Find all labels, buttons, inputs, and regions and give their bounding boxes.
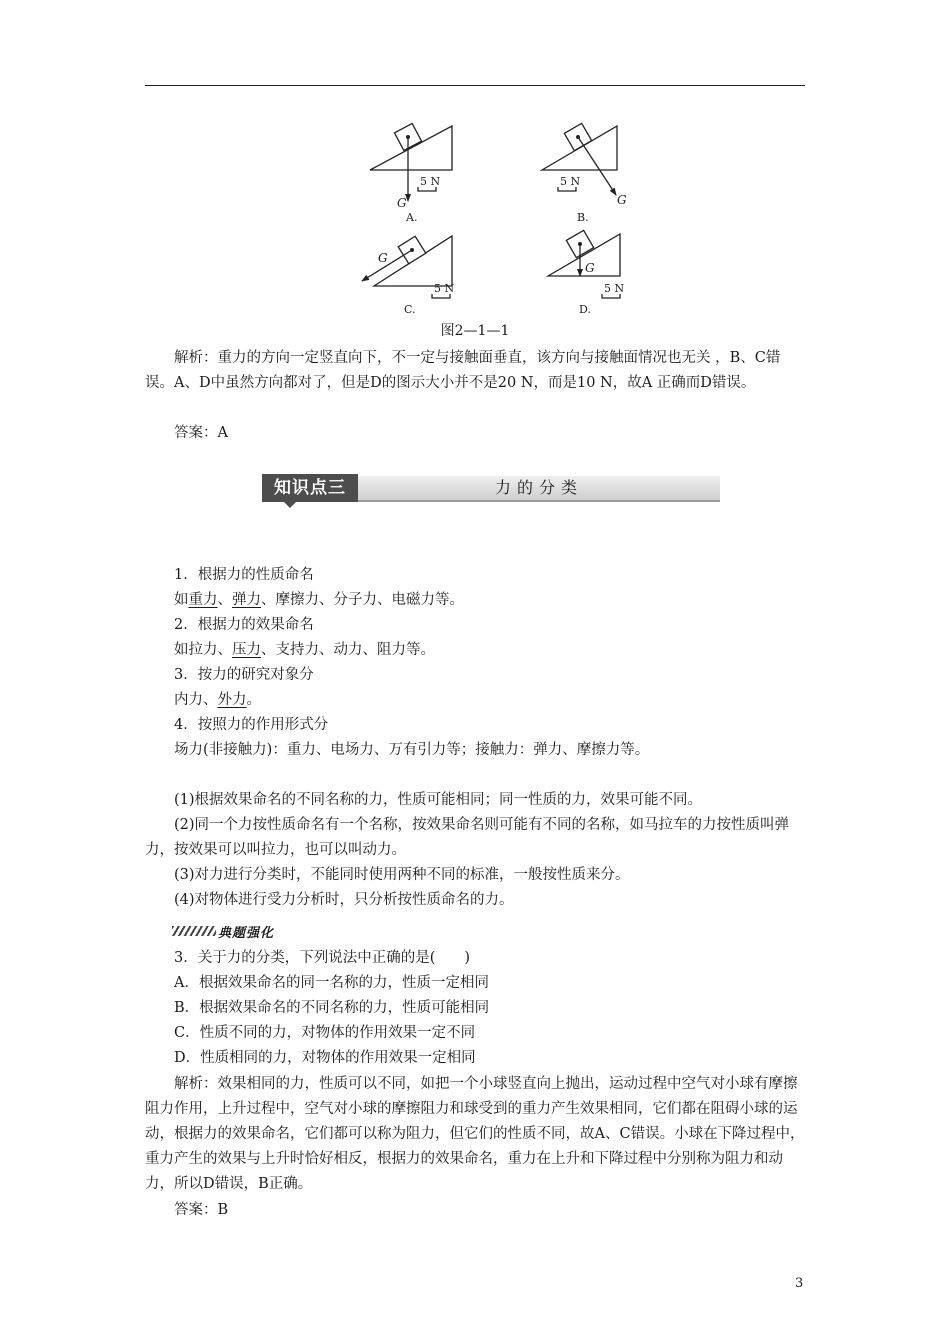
- answer-2: 答案：B: [174, 1202, 229, 1218]
- item2-rest: 、支持力、动力、阻力等。: [261, 642, 435, 658]
- item1-body: [174, 588, 834, 613]
- page-number: 3: [795, 1276, 804, 1291]
- panel-label-c: C.: [404, 303, 416, 316]
- item1-u1: 重力: [188, 592, 218, 608]
- analysis-2: 解析：效果相同的力，性质可以不同，如把一个小球竖直向上抛出，运动过程中空气对小球有摩擦阻力作用，上升过程中，空气对小球的摩擦阻力和球受到的重力产生效果相同，它们都在阻碍小球的运动，根据力的效果命名，它们都可以称为阻力，但它们的性质不同，故A、C错误。小球在下降过程中，重力产生的效果与上升时恰好相反，根据力的效果命名，重力在上升和下降过程中分别称为阻力和动力，所以D错误，B正确。: [145, 1076, 805, 1192]
- option-d: D．性质相同的力，对物体的作用效果一定相同: [174, 1050, 476, 1066]
- scale-label-a: 5 N: [420, 175, 441, 188]
- scale-label-c: 5 N: [434, 282, 455, 295]
- section-tag: 知识点三: [262, 474, 358, 502]
- panel-a: [370, 123, 452, 224]
- item1-sep: 、: [217, 592, 232, 608]
- example-label: [172, 922, 274, 940]
- panel-label-b: B.: [577, 211, 589, 224]
- item3-pre: 内力、: [174, 692, 218, 708]
- analysis-1: 解析：重力的方向一定竖直向下，不一定与接触面垂直，该方向与接触面情况也无关 ，B、C错误。A、D中虽然方向都对了，但是D的图示大小并不是20 N，而是10 N，故A 正确而D错误。: [145, 350, 781, 391]
- panel-c: [362, 236, 454, 316]
- item1-rest: 、摩擦力、分子力、电磁力等。: [261, 592, 464, 608]
- note-4: (4)对物体进行受力分析时，只分析按性质命名的力。: [174, 892, 514, 908]
- item4-title: 4．按照力的作用形式分: [174, 717, 329, 733]
- force-arrow-b: [578, 137, 616, 195]
- force-label-d: G: [585, 261, 595, 275]
- answer-1: 答案：A: [174, 425, 228, 441]
- item1-title: 1．根据力的性质命名: [174, 567, 314, 583]
- panel-d: [548, 230, 624, 316]
- question-stem: 3．关于力的分类，下列说法中正确的是( ): [174, 950, 471, 966]
- panel-b: [542, 123, 627, 224]
- section-notch: [284, 502, 296, 508]
- example-label-text: 典题强化: [218, 925, 275, 941]
- option-b: B．根据效果命名的不同名称的力，性质可能相同: [174, 1000, 490, 1016]
- panel-label-a: A.: [406, 211, 418, 224]
- item2-body: [174, 638, 834, 663]
- item4-body: 场力(非接触力)：重力、电场力、万有引力等；接触力：弹力、摩擦力等。: [174, 742, 650, 758]
- figure-caption: 图2—1—1: [440, 323, 510, 339]
- item3-rest: 。: [246, 692, 261, 708]
- note-3: (3)对力进行分类时，不能同时使用两种不同的标准，一般按性质来分。: [174, 867, 630, 883]
- item2-title: 2．根据力的效果命名: [174, 617, 314, 633]
- section-banner: [262, 474, 720, 502]
- item3-body: [174, 688, 834, 713]
- force-label-b: G: [617, 193, 627, 207]
- force-label-a: G: [397, 196, 407, 210]
- note-1: (1)根据效果命名的不同名称的力，性质可能相同；同一性质的力，效果可能不同。: [174, 792, 703, 808]
- item1-pre: 如: [174, 592, 189, 608]
- panel-label-d: D.: [579, 303, 591, 316]
- option-a: A．根据效果命名的同一名称的力，性质一定相同: [174, 975, 489, 991]
- item1-u2: 弹力: [232, 592, 261, 608]
- item2-u1: 压力: [232, 642, 261, 658]
- item2-pre: 如拉力、: [174, 642, 232, 658]
- scale-label-b: 5 N: [560, 175, 581, 188]
- section-title: 力的分类: [494, 478, 583, 497]
- option-c: C．性质不同的力，对物体的作用效果一定不同: [174, 1025, 476, 1041]
- item3-u1: 外力: [217, 692, 247, 708]
- hatch-decoration: [172, 926, 216, 936]
- note-2: (2)同一个力按性质命名有一个名称，按效果命名则可能有不同的名称，如马拉车的力按性质叫弹力，按效果可以叫拉力，也可以叫动力。: [145, 817, 790, 858]
- scale-label-d: 5 N: [604, 282, 625, 295]
- force-label-c: G: [378, 251, 388, 265]
- item3-title: 3．按力的研究对象分: [174, 667, 314, 683]
- header-rule: [145, 85, 805, 86]
- force-diagram-figure: [340, 118, 640, 318]
